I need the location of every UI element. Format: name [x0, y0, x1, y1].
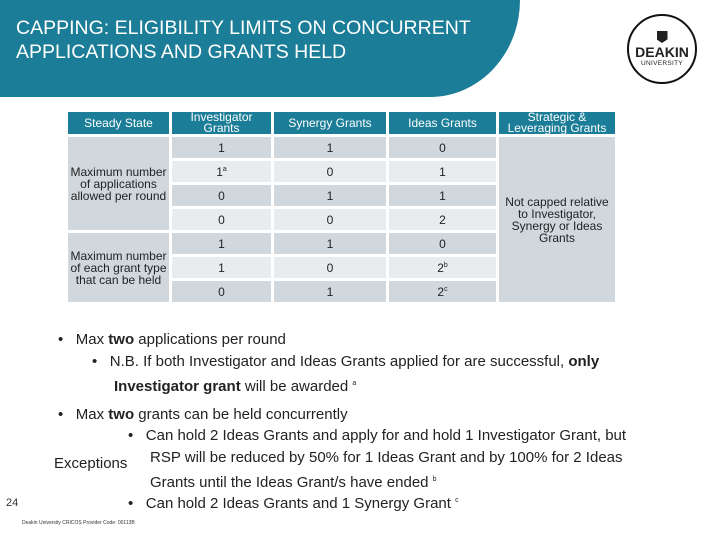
table-header: Steady State Investigator Grants Synergy Grants Ideas Grants Strategic & Leveraging Grants [68, 112, 615, 134]
footer-cricos: Deakin University CRICOS Provider Code: 00113B [22, 520, 135, 526]
capping-table [65, 109, 618, 305]
table-row: 1$^a$ 0 1 [68, 161, 615, 182]
exception-1-line3: Grants until the Ideas Grant/s have ended $^b$ [150, 474, 437, 491]
bullet-max-applications: • Max two applications per round [58, 331, 286, 348]
table-row: 1 0 2$^b$ [68, 257, 615, 278]
table-row: 0 0 2 [68, 209, 615, 230]
shield-icon [657, 31, 668, 43]
slide-title: CAPPING: ELIGIBILITY LIMITS ON CONCURRENT APPLICATIONS AND GRANTS HELD [16, 17, 471, 63]
table-row: Maximum number of applications allowed per round 1 1 0 Not capped relative to Investigator, Synergy or Ideas Grants [68, 137, 615, 158]
exception-1: • Can hold 2 Ideas Grants and apply for and hold 1 Investigator Grant, but [128, 427, 627, 444]
table-row: Maximum number of each grant type that can be held 1 1 0 [68, 233, 615, 254]
exception-2: • Can hold 2 Ideas Grants and 1 Synergy Grant $^c$ [128, 495, 459, 512]
table-row: 0 1 1 [68, 185, 615, 206]
page-number: 24 [6, 497, 19, 509]
table-row: 0 1 2$^c$ [68, 281, 615, 302]
exception-1-line2: RSP will be reduced by 50% for 1 Ideas Grant and by 100% for 2 Ideas [150, 449, 623, 466]
deakin-logo: DEAKIN UNIVERSITY [627, 14, 697, 84]
bullet-nb: • N.B. If both Investigator and Ideas Grants applied for are successful, only Investigator grant will be awarded $^a$ [92, 353, 600, 395]
exceptions-label: Exceptions [54, 455, 128, 472]
bullet-max-grants: • Max two grants can be held concurrently [58, 406, 348, 423]
